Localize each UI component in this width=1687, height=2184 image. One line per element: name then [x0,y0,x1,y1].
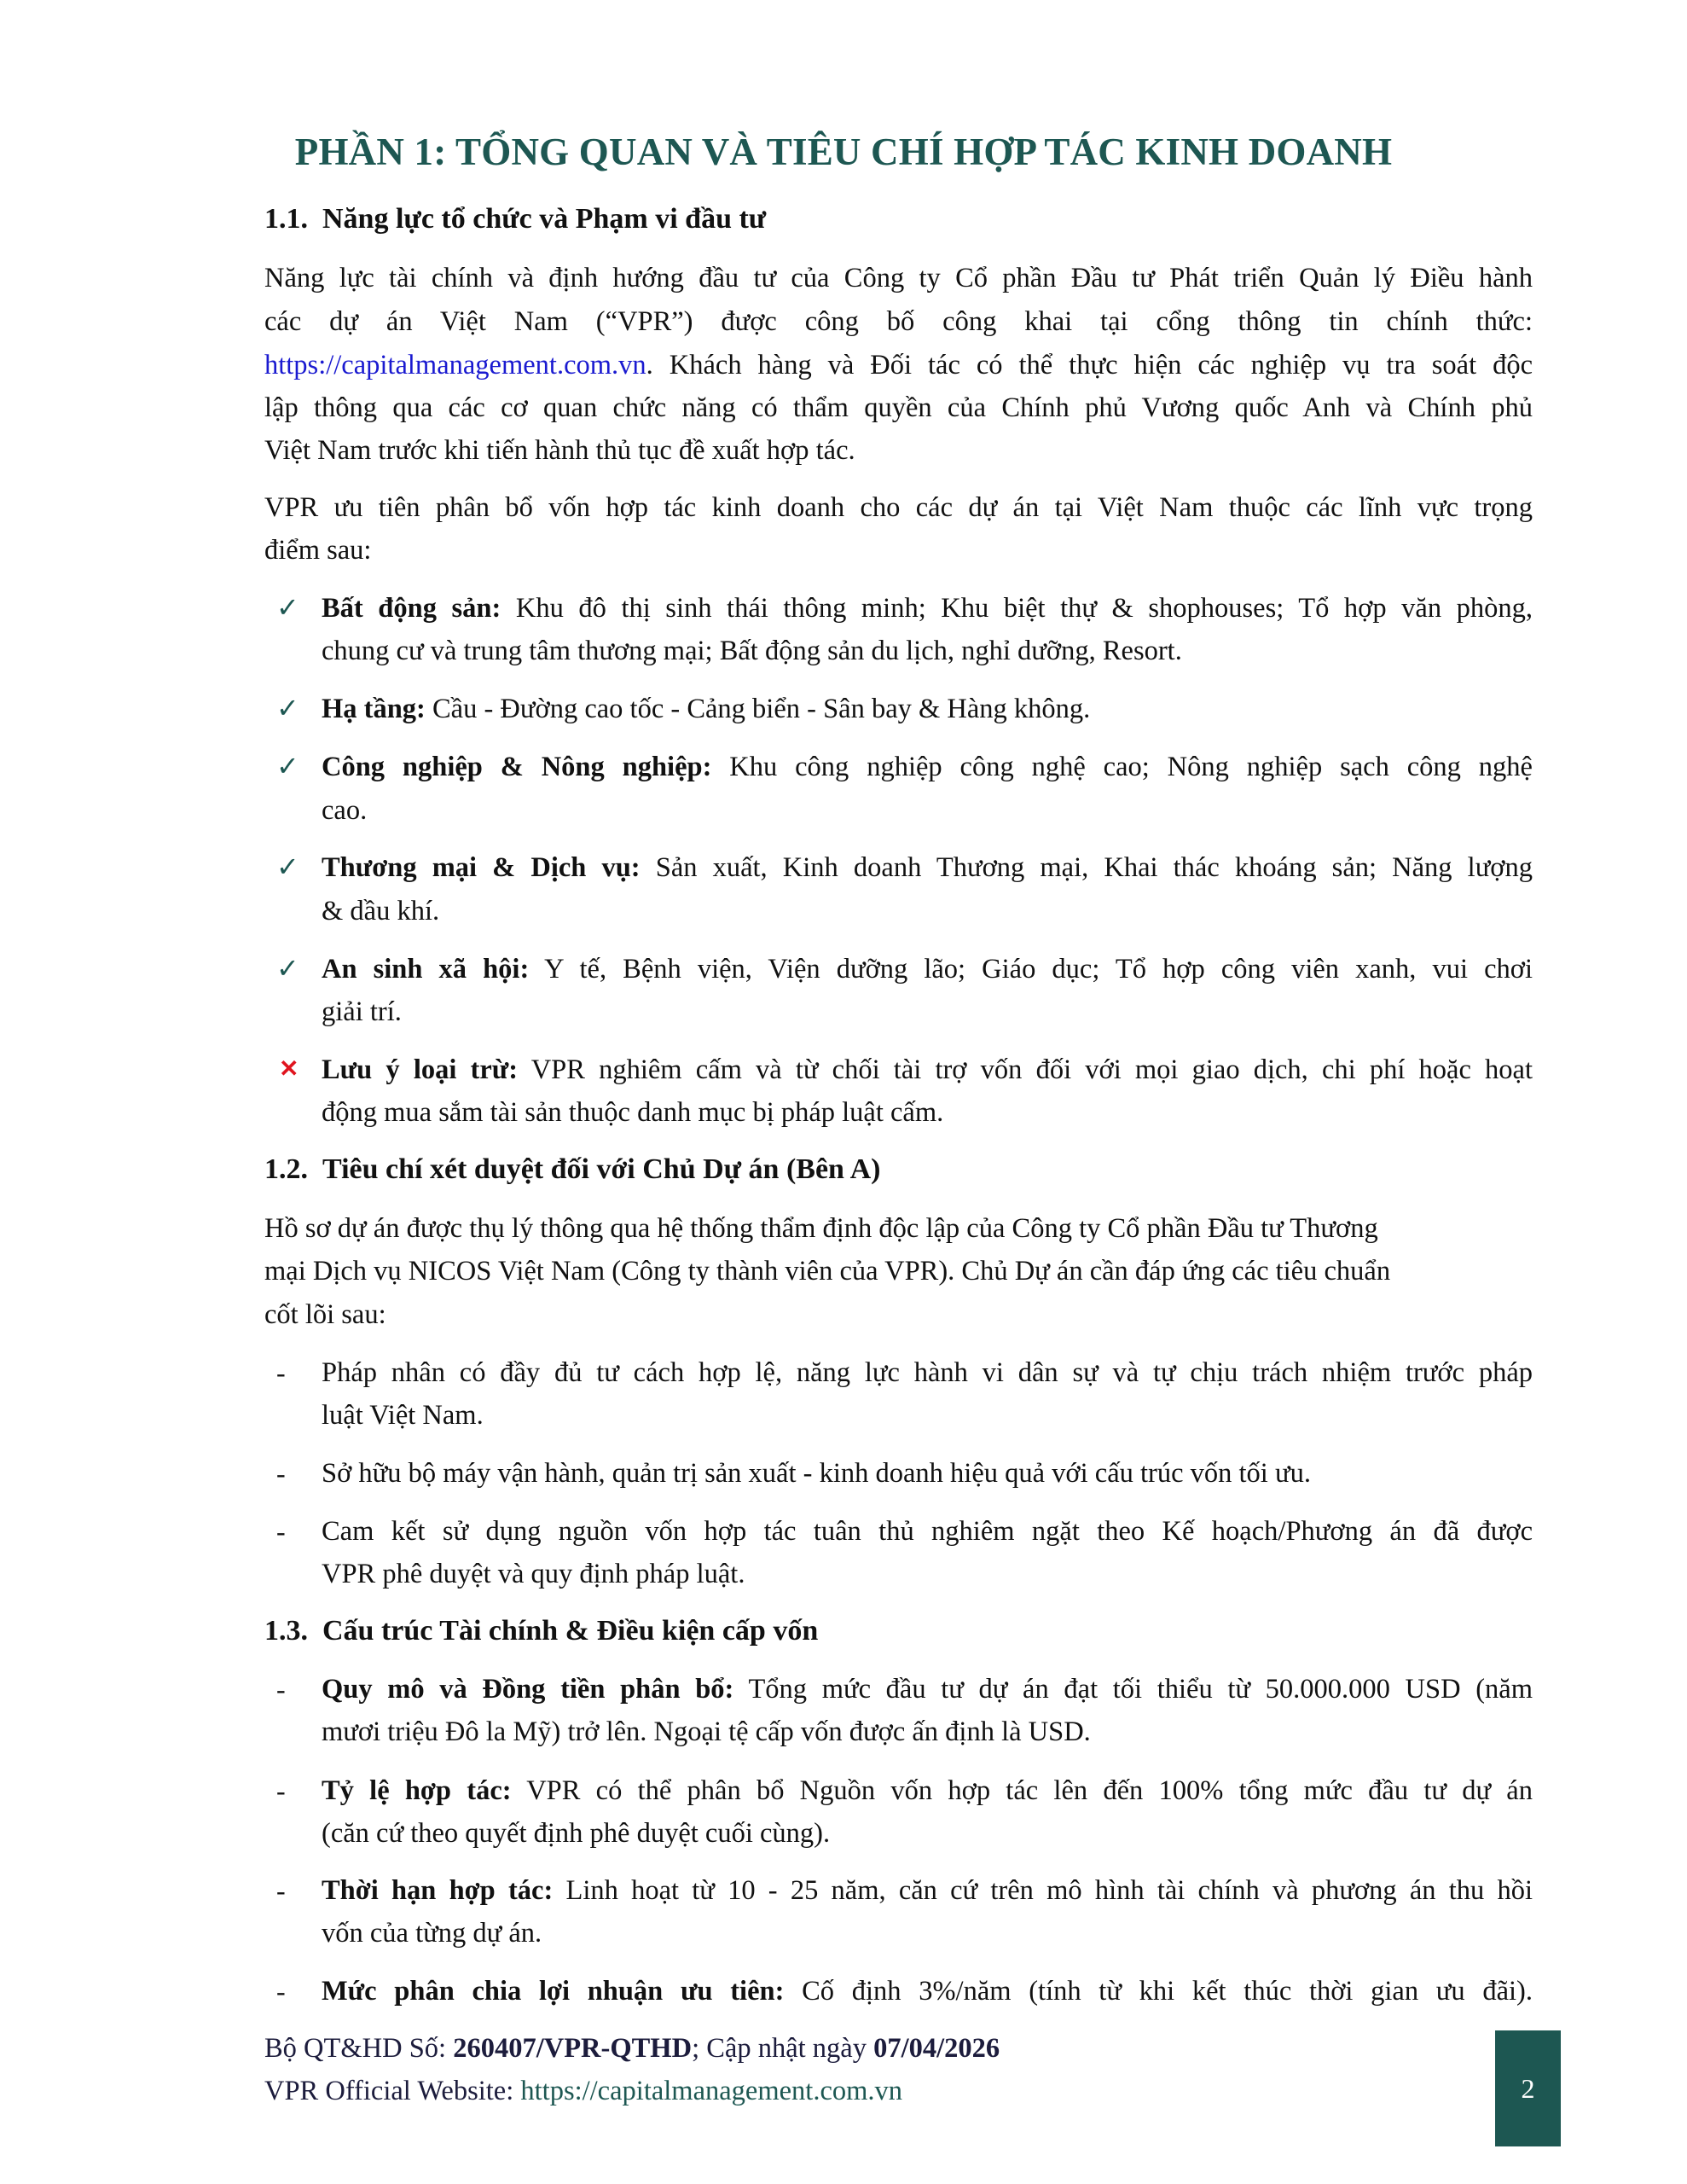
criteria-item: Cam kết sử dụng nguồn vốn hợp tác tuân thủ nghiêm ngặt theo Kế hoạch/Phương án đã được [322,1516,1533,1547]
term-item [322,1873,1533,1908]
section-title: Cấu trúc Tài chính & Điều kiện cấp vốn [322,1615,819,1647]
criteria-item-continued: luật Việt Nam. [322,1400,484,1431]
dash-bullet: - [276,1775,286,1806]
term-text: Linh hoạt từ 10 - 25 năm, căn cứ trên mô hình tài chính và phương án thu hồi [553,1875,1533,1906]
dash-bullet: - [276,1674,286,1705]
sector-label: Bất động sản: [322,593,501,624]
exclusion-item [322,1053,1533,1087]
dash-bullet: - [276,1976,286,2007]
section-heading-1-3 [264,1615,818,1647]
footer-website-link[interactable]: https://capitalmanagement.com.vn [520,2076,903,2106]
term-item [322,1672,1533,1706]
term-text: VPR có thể phân bổ Nguồn vốn hợp tác lên đến 100% tổng mức đầu tư dự án [511,1775,1533,1806]
section-heading-1-2 [264,1153,880,1186]
page-number: 2 [1521,2072,1535,2104]
page-number-badge [1495,2030,1561,2146]
paragraph-line: Việt Nam trước khi tiến hành thủ tục đề xuất hợp tác. [264,435,855,466]
paragraph-line: Hồ sơ dự án được thụ lý thông qua hệ thống thẩm định độc lập của Công ty Cổ phần Đầu tư Thương [264,1213,1378,1244]
check-icon: ✓ [276,751,299,781]
sector-item [322,851,1533,885]
footer-website-label: VPR Official Website: [264,2076,521,2106]
section-number: 1.1. [264,203,308,235]
sector-item [322,750,1533,784]
exclusion-item-continued: động mua sắm tài sản thuộc danh mục bị pháp luật cấm. [322,1097,944,1128]
footer-doc-number: 260407/VPR-QTHD [453,2033,693,2064]
footer-update-label: ; Cập nhật ngày [692,2033,874,2064]
criteria-item: Pháp nhân có đầy đủ tư cách hợp lệ, năng lực hành vi dân sự và tự chịu trách nhiệm trước pháp [322,1357,1533,1388]
sector-item-continued: & dầu khí. [322,896,440,926]
exclusion-text: VPR nghiêm cấm và từ chối tài trợ vốn đối với mọi giao dịch, chi phí hoặc hoạt [518,1054,1533,1085]
page-title: PHẦN 1: TỔNG QUAN VÀ TIÊU CHÍ HỢP TÁC KINH DOANH [294,131,1393,173]
term-label: Tỷ lệ hợp tác: [322,1775,512,1806]
check-icon: ✓ [276,851,299,882]
term-text: Tổng mức đầu tư dự án đạt tối thiểu từ 50.000.000 USD (năm [733,1674,1533,1705]
dash-bullet: - [276,1875,286,1906]
check-icon: ✓ [276,693,299,723]
term-label: Mức phân chia lợi nhuận ưu tiên: [322,1976,785,2007]
sector-item-continued: giải trí. [322,996,402,1027]
footer-update-date: 07/04/2026 [873,2033,1000,2064]
dash-bullet: - [276,1458,286,1489]
term-item-continued: mươi triệu Đô la Mỹ) trở lên. Ngoại tệ cấp vốn được ấn định là USD. [322,1716,1091,1747]
term-label: Quy mô và Đồng tiền phân bổ: [322,1674,734,1705]
section-heading-1-1 [264,203,766,235]
section-number: 1.3. [264,1615,308,1647]
paragraph-line: điểm sau: [264,535,372,566]
paragraph-line [264,348,1533,382]
sector-text: Sản xuất, Kinh doanh Thương mại, Khai thác khoáng sản; Năng lượng [640,852,1533,883]
paragraph-line: mại Dịch vụ NICOS Việt Nam (Công ty thành viên của VPR). Chủ Dự án cần đáp ứng các tiêu chuẩn [264,1256,1391,1287]
term-item [322,1974,1533,2008]
section-title: Năng lực tổ chức và Phạm vi đầu tư [322,203,767,235]
term-item [322,1774,1533,1808]
sector-item-continued: cao. [322,795,368,826]
exclusion-label: Lưu ý loại trừ: [322,1054,519,1085]
sector-item [322,692,1533,726]
sector-item-continued: chung cư và trung tâm thương mại; Bất động sản du lịch, nghỉ dưỡng, Resort. [322,636,1182,666]
sector-text: Cầu - Đường cao tốc - Cảng biển - Sân bay & Hàng không. [425,694,1091,724]
dash-bullet: - [276,1516,286,1547]
sector-item [322,952,1533,986]
footer-document-info [264,2031,1000,2065]
sector-text: Khu đô thị sinh thái thông minh; Khu biệt thự & shophouses; Tổ hợp văn phòng, [501,593,1533,624]
term-item-continued: vốn của từng dự án. [322,1918,542,1949]
sector-label: Thương mại & Dịch vụ: [322,852,641,883]
term-label: Thời hạn hợp tác: [322,1875,554,1906]
paragraph-line: VPR ưu tiên phân bổ vốn hợp tác kinh doanh cho các dự án tại Việt Nam thuộc các lĩnh vực trọng [264,492,1533,523]
sector-item [322,591,1533,625]
section-number: 1.2. [264,1153,308,1185]
sector-text: Y tế, Bệnh viện, Viện dưỡng lão; Giáo dục; Tổ hợp công viên xanh, vui chơi [529,954,1533,985]
section-title: Tiêu chí xét duyệt đối với Chủ Dự án (Bên A) [322,1153,881,1185]
term-item-continued: (căn cứ theo quyết định phê duyệt cuối cùng). [322,1818,831,1849]
sector-label: Hạ tầng: [322,694,426,724]
check-icon: ✓ [276,953,299,984]
sector-text: Khu công nghiệp công nghệ cao; Nông nghiệp sạch công nghệ [711,752,1533,782]
sector-label: An sinh xã hội: [322,954,530,985]
dash-bullet: - [276,1357,286,1388]
term-text: Cố định 3%/năm (tính từ khi kết thúc thời gian ưu đãi). [784,1976,1533,2007]
paragraph-line: cốt lõi sau: [264,1299,386,1330]
criteria-item-continued: VPR phê duyệt và quy định pháp luật. [322,1559,745,1589]
cross-icon: ✕ [279,1056,299,1083]
footer-website [264,2074,902,2108]
paragraph-line: các dự án Việt Nam (“VPR”) được công bố công khai tại cổng thông tin chính thức: [264,306,1533,337]
paragraph-line: lập thông qua các cơ quan chức năng có thẩm quyền của Chính phủ Vương quốc Anh và Chính phủ [264,392,1533,423]
criteria-item: Sở hữu bộ máy vận hành, quản trị sản xuất - kinh doanh hiệu quả với cấu trúc vốn tối ưu. [322,1458,1311,1489]
footer-doc-label: Bộ QT&HD Số: [264,2033,454,2064]
paragraph-text: . Khách hàng và Đối tác có thể thực hiện các nghiệp vụ tra soát độc [646,350,1533,380]
sector-label: Công nghiệp & Nông nghiệp: [322,752,712,782]
official-portal-link[interactable]: https://capitalmanagement.com.vn [264,350,646,380]
check-icon: ✓ [276,592,299,623]
paragraph-line: Năng lực tài chính và định hướng đầu tư của Công ty Cổ phần Đầu tư Phát triển Quản lý Điều hành [264,263,1533,293]
